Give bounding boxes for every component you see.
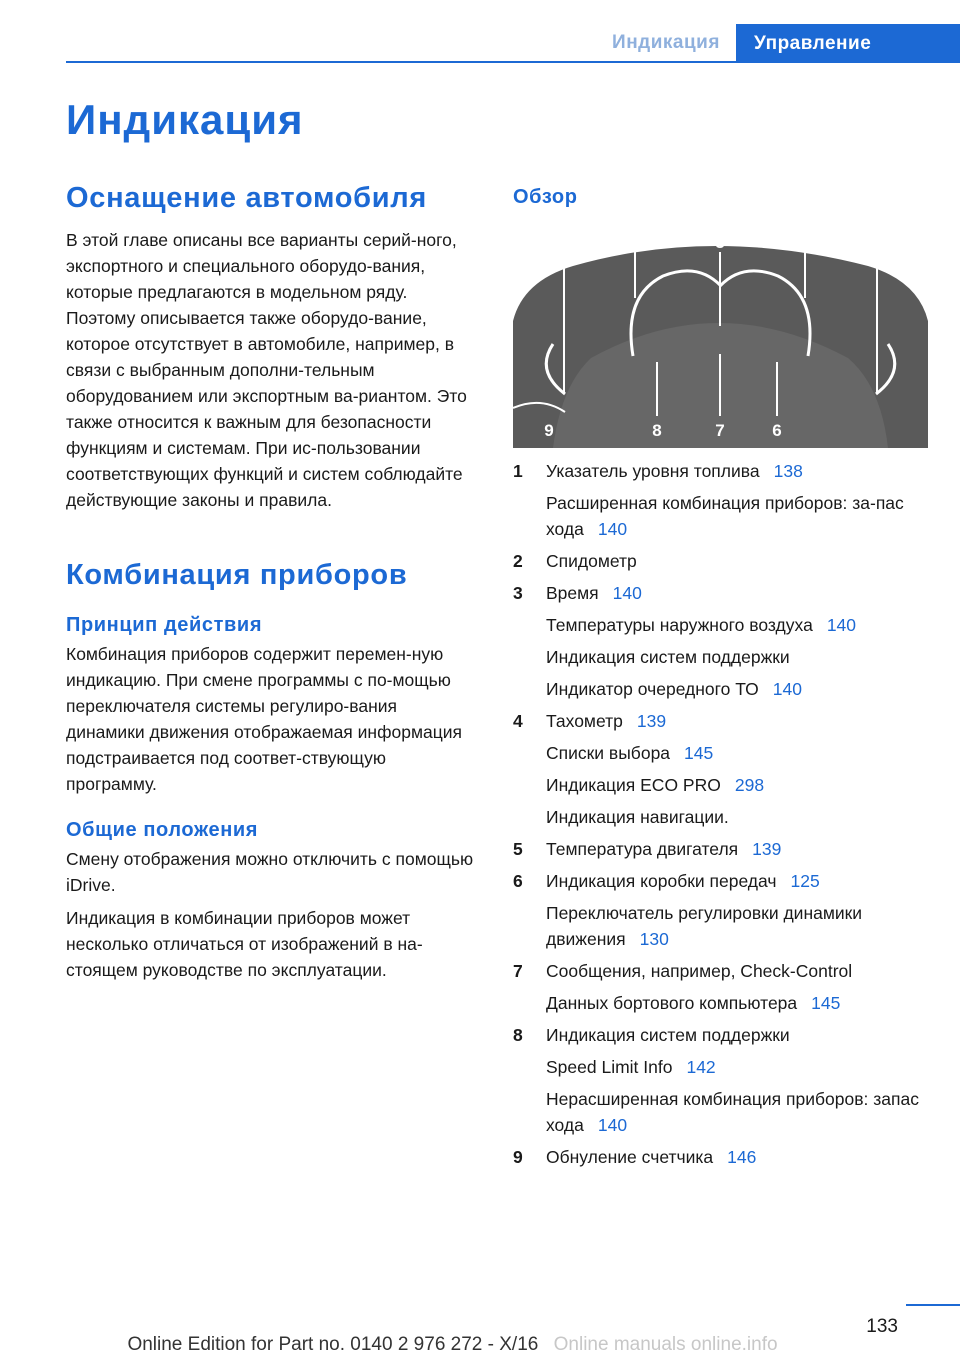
item-text: Списки выбора — [546, 743, 671, 763]
paragraph-general-1: Смену отображения можно отключить с помощью iDrive. — [66, 849, 474, 895]
item-number — [513, 644, 546, 670]
callout-label-5: 5 — [872, 233, 882, 252]
page-ref-link[interactable]: 125 — [790, 871, 820, 891]
edition-text: Online Edition for Part no. 0140 2 976 272 - X/16 — [127, 1334, 539, 1355]
page-ref-link[interactable]: 145 — [811, 993, 841, 1013]
item-number: 8 — [513, 1025, 523, 1045]
callout-label-6: 6 — [772, 421, 782, 440]
item-number: 9 — [513, 1147, 523, 1167]
page-title: Индикация — [66, 96, 304, 143]
list-item — [513, 1022, 933, 1048]
item-text: Переключатель регулировки динамики движения — [546, 903, 863, 949]
heading-general: Общие положения — [66, 819, 259, 841]
item-number — [513, 900, 546, 952]
callout-label-9: 9 — [544, 421, 554, 440]
page-ref-link[interactable]: 140 — [826, 615, 857, 635]
list-item — [513, 580, 933, 606]
item-number — [513, 772, 546, 798]
page-ref-link[interactable]: 140 — [597, 519, 628, 539]
page-ref-link[interactable]: 145 — [684, 743, 714, 763]
item-text: Время — [546, 583, 599, 603]
item-text: Speed Limit Info — [546, 1057, 673, 1077]
item-number: 3 — [513, 583, 523, 603]
callout-label-7: 7 — [715, 421, 725, 440]
item-text: Спидометр — [546, 551, 637, 571]
list-item — [513, 676, 933, 702]
page-ref-link[interactable]: 139 — [752, 839, 782, 859]
page-ref-link[interactable]: 139 — [636, 711, 667, 731]
list-item — [513, 804, 933, 830]
heading-equipment: Оснащение автомобиля — [66, 182, 428, 214]
list-item — [513, 548, 933, 574]
callout-label-3: 3 — [715, 233, 725, 252]
item-number — [513, 612, 546, 638]
item-text: Индикация систем поддержки — [546, 1025, 790, 1045]
list-item — [513, 490, 933, 542]
watermark-text: Online manuals online.info — [553, 1334, 778, 1355]
page-ref-link[interactable]: 298 — [734, 775, 765, 795]
page-ref-link[interactable]: 146 — [727, 1147, 757, 1167]
heading-instrument-cluster: Комбинация приборов — [66, 559, 408, 591]
item-number — [513, 740, 546, 766]
item-text: Расширенная комбинация приборов: за-пас хода — [546, 493, 904, 539]
item-number: 7 — [513, 961, 523, 981]
list-item — [513, 1144, 933, 1170]
list-item — [513, 772, 933, 798]
item-text: Индикатор очередного ТО — [546, 679, 759, 699]
item-text: Температуры наружного воздуха — [546, 615, 813, 635]
callout-label-4: 4 — [800, 233, 810, 252]
page-ref-link[interactable]: 140 — [772, 679, 802, 699]
list-item — [513, 644, 933, 670]
item-number — [513, 676, 546, 702]
item-text: Обнуление счетчика — [546, 1147, 714, 1167]
page-ref-link[interactable]: 142 — [686, 1057, 716, 1077]
list-item — [513, 900, 933, 952]
item-number — [513, 804, 546, 830]
right-column — [513, 186, 933, 209]
heading-overview: Обзор — [513, 186, 578, 208]
page-ref-link[interactable]: 130 — [639, 929, 669, 949]
callout-label-8: 8 — [652, 421, 662, 440]
item-number: 2 — [513, 551, 523, 571]
item-text: Сообщения, например, Check-Control — [546, 961, 853, 981]
item-number: 6 — [513, 871, 523, 891]
list-item — [513, 1086, 933, 1138]
item-number: 4 — [513, 711, 523, 731]
callout-label-1: 1 — [528, 233, 538, 252]
list-item — [513, 1054, 933, 1080]
page-number-divider — [906, 1304, 960, 1306]
page-ref-link[interactable]: 138 — [773, 461, 803, 481]
paragraph-general-2: Индикация в комбинации приборов может несколько отличаться от изображений в на-стоящем руководстве по эксплуатации. — [66, 908, 423, 980]
list-item — [513, 958, 933, 984]
item-text: Температура двигателя — [546, 839, 739, 859]
page-ref-link[interactable]: 140 — [612, 583, 642, 603]
item-number: 5 — [513, 839, 523, 859]
page-ref-link[interactable]: 140 — [597, 1115, 628, 1135]
instrument-cluster-figure — [513, 226, 928, 448]
list-item — [513, 708, 933, 734]
paragraph-principle: Комбинация приборов содержит перемен-ную индикацию. При смене программы с по-мощью переключателя системы регулиро-вания динамики движения отображаемая информация подстраивается под соответ-ствующую программу. — [66, 644, 462, 794]
overview-list — [513, 458, 933, 1176]
item-number — [513, 490, 546, 542]
list-item — [513, 612, 933, 638]
left-column — [66, 182, 476, 983]
heading-principle: Принцип действия — [66, 614, 263, 636]
item-text: Индикация систем поддержки — [546, 647, 790, 667]
item-number — [513, 990, 546, 1016]
item-text: Нерасширенная комбинация приборов: запас хода — [546, 1089, 919, 1135]
item-number — [513, 1086, 546, 1138]
item-text: Индикация навигации. — [546, 807, 729, 827]
tab-controls[interactable]: Управление — [736, 24, 960, 63]
item-text: Индикация коробки передач — [546, 871, 777, 891]
item-number: 1 — [513, 461, 523, 481]
list-item — [513, 740, 933, 766]
list-item — [513, 458, 933, 484]
item-text: Тахометр — [546, 711, 623, 731]
list-item — [513, 990, 933, 1016]
list-item — [513, 868, 933, 894]
nav-divider — [66, 61, 960, 63]
top-nav — [0, 24, 960, 62]
paragraph-equipment: В этой главе описаны все варианты серий-ного, экспортного и специального оборудо-вания, которые предлагаются в модельном ряду. Поэтому описывается также оборудо-вание, которое отсутствует в автомобиле, например, в связи с выбранным дополни-тельным оборудованием или экспортным ва-риантом. Это также относится к важным для безопасности функциям и системам. При ис-пользовании соответствующих функций и систем соблюдайте действующие законы и правила. — [66, 230, 467, 510]
instrument-cluster-image — [513, 226, 928, 448]
item-number — [513, 1054, 546, 1080]
list-item — [513, 836, 933, 862]
footer — [0, 1334, 960, 1356]
item-text: Указатель уровня топлива — [546, 461, 760, 481]
page-number: 133 — [866, 1316, 898, 1337]
item-text: Данных бортового компьютера — [546, 993, 798, 1013]
item-text: Индикация ECO PRO — [546, 775, 721, 795]
callout-label-2: 2 — [630, 233, 640, 252]
tab-indication[interactable]: Индикация — [612, 31, 720, 53]
